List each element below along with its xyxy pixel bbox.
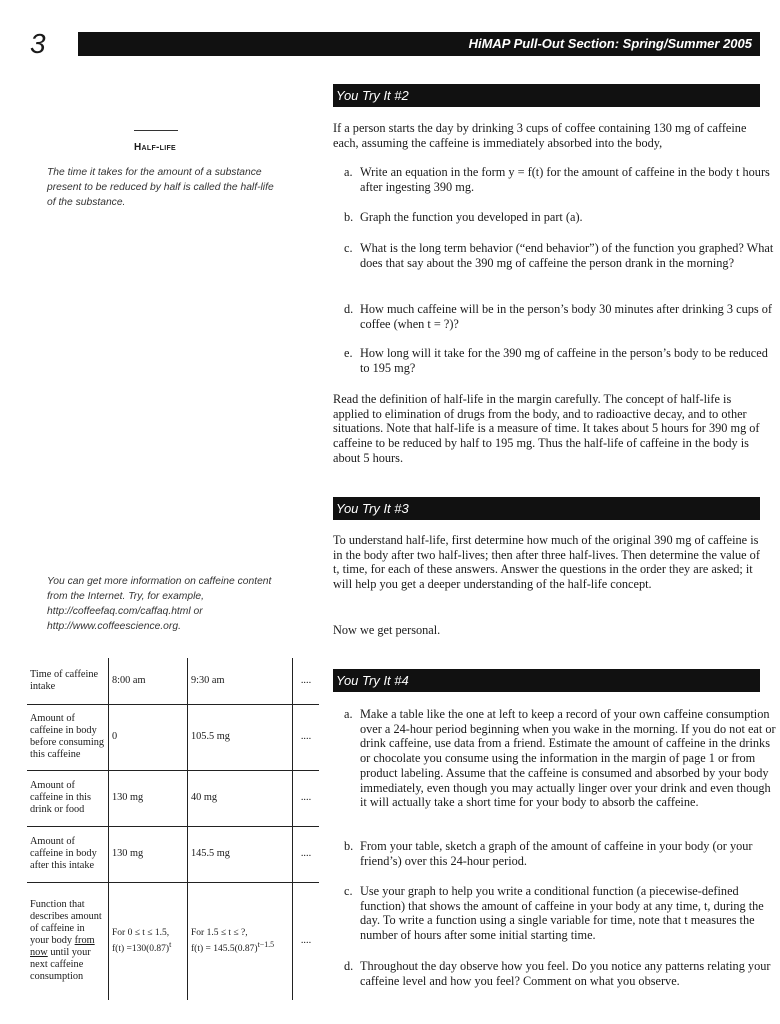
table-cell: .... <box>293 770 320 826</box>
table-row <box>27 704 319 770</box>
try3-text: To understand half-life, first determine how much of the original 390 mg of caffeine is in the body after two half-lives; then after three half-lives. Then determine the value of t, time, for each of these answers. Answer the questions in the order they are asked; it will help you get a deeper understanding of the half-life concept. <box>333 533 760 592</box>
table-row <box>27 658 319 704</box>
table-cell: 145.5 mg <box>188 826 293 882</box>
try2-intro: If a person starts the day by drinking 3 cups of coffee containing 130 mg of caffeine each, assuming the caffeine is immediately absorbed into the body, <box>333 121 747 150</box>
list-item: a. Write an equation in the form y = f(t) for the amount of caffeine in the body t hours after ingesting 390 mg. <box>344 165 770 194</box>
row-label: Amount of caffeine in body before consuming this caffeine <box>27 704 109 770</box>
header-banner: HiMAP Pull-Out Section: Spring/Summer 2005 <box>78 32 760 56</box>
table-cell: 130 mg <box>109 826 188 882</box>
try3-personal: Now we get personal. <box>333 623 441 637</box>
table-cell: .... <box>293 826 320 882</box>
table-cell: .... <box>293 704 320 770</box>
row-label: Amount of caffeine in body after this intake <box>27 826 109 882</box>
list-item: b. Graph the function you developed in part (a). <box>344 210 583 224</box>
table-cell: 9:30 am <box>188 658 293 704</box>
table-cell: 130 mg <box>109 770 188 826</box>
table-cell: .... <box>293 658 320 704</box>
caffeine-table <box>27 658 319 1000</box>
try3-heading: You Try It #3 <box>333 497 760 520</box>
list-item: e. How long will it take for the 390 mg of caffeine in the person’s body to be reduced to 195 mg? <box>344 346 768 375</box>
row-label: Time of caffeine intake <box>27 658 109 704</box>
row-label: Amount of caffeine in this drink or food <box>27 770 109 826</box>
list-item: c. Use your graph to help you write a conditional function (a piecewise-defined function) that shows the amount of caffeine in your body at any time, t, during the day. To write a function using a single variable for time, note that t measures the number of hours after some initial starting time. <box>344 884 764 943</box>
list-item: c. What is the long term behavior (“end behavior”) of the function you graphed? What does that say about the 390 mg of caffeine the person drank in the morning? <box>344 241 774 270</box>
formula-cell: For 0 ≤ t ≤ 1.5, $f(t) =130(0.87)^t$ <box>109 882 188 1000</box>
table-cell: 40 mg <box>188 770 293 826</box>
page-number: 3 <box>30 28 46 59</box>
list-item: d. Throughout the day observe how you feel. Do you notice any patterns relating your caffeine level and how you feel? Comment on what you observe. <box>344 959 771 988</box>
halflife-definition: The time it takes for the amount of a substance present to be reduced by half is called the half-life of the substance. <box>47 167 274 208</box>
table-row <box>27 770 319 826</box>
table-cell: 105.5 mg <box>188 704 293 770</box>
try2-closing: Read the definition of half-life in the margin carefully. The concept of half-life is applied to elimination of drugs from the body, and to radioactive decay, and to other situations. Note that half-life is a measure of time. It takes about 5 hours for 390 mg of caffeine to be reduced by half to 195 mg. Thus the half-life of caffeine in the body is about 5 hours. <box>333 392 760 465</box>
sidebar-rule <box>134 130 178 131</box>
list-item: b. From your table, sketch a graph of the amount of caffeine in your body (or your friend’s) over this 24-hour period. <box>344 839 753 868</box>
formula-cell: For 1.5 ≤ t ≤ ?, $f(t) = 145.5(0.87)^{t-1.5}$ <box>188 882 293 1000</box>
try4-heading: You Try It #4 <box>333 669 760 692</box>
table-cell: 0 <box>109 704 188 770</box>
halflife-title: Half-life <box>134 142 177 153</box>
list-item: a. Make a table like the one at left to keep a record of your own caffeine consumption over a 24-hour period beginning when you wake in the morning. If you do not eat or drink caffeine, use data from a friend. Estimate the amount of caffeine in the drinks or chocolate you consume using the information in the margin of page 1 or from product labeling. Assume that the caffeine is consumed and absorbed by your body immediately, even though you may actually linger over your drink and even though it will actually take a short time for your body to absorb the caffeine. <box>344 707 776 810</box>
caffeine-info-note: You can get more information on caffeine content from the Internet. Try, for example, http://coffeefaq.com/caffaq.html or http://www.coffeescience.org. <box>47 576 272 632</box>
table-row <box>27 826 319 882</box>
try2-heading: You Try It #2 <box>333 84 760 107</box>
list-item: d. How much caffeine will be in the person’s body 30 minutes after drinking 3 cups of coffee (when t = ?)? <box>344 302 772 331</box>
row-label: Function that describes amount of caffeine in your body from now until your next caffeine consumption <box>27 882 109 1000</box>
table-cell: .... <box>293 882 320 1000</box>
table-row <box>27 882 319 1000</box>
table-cell: 8:00 am <box>109 658 188 704</box>
